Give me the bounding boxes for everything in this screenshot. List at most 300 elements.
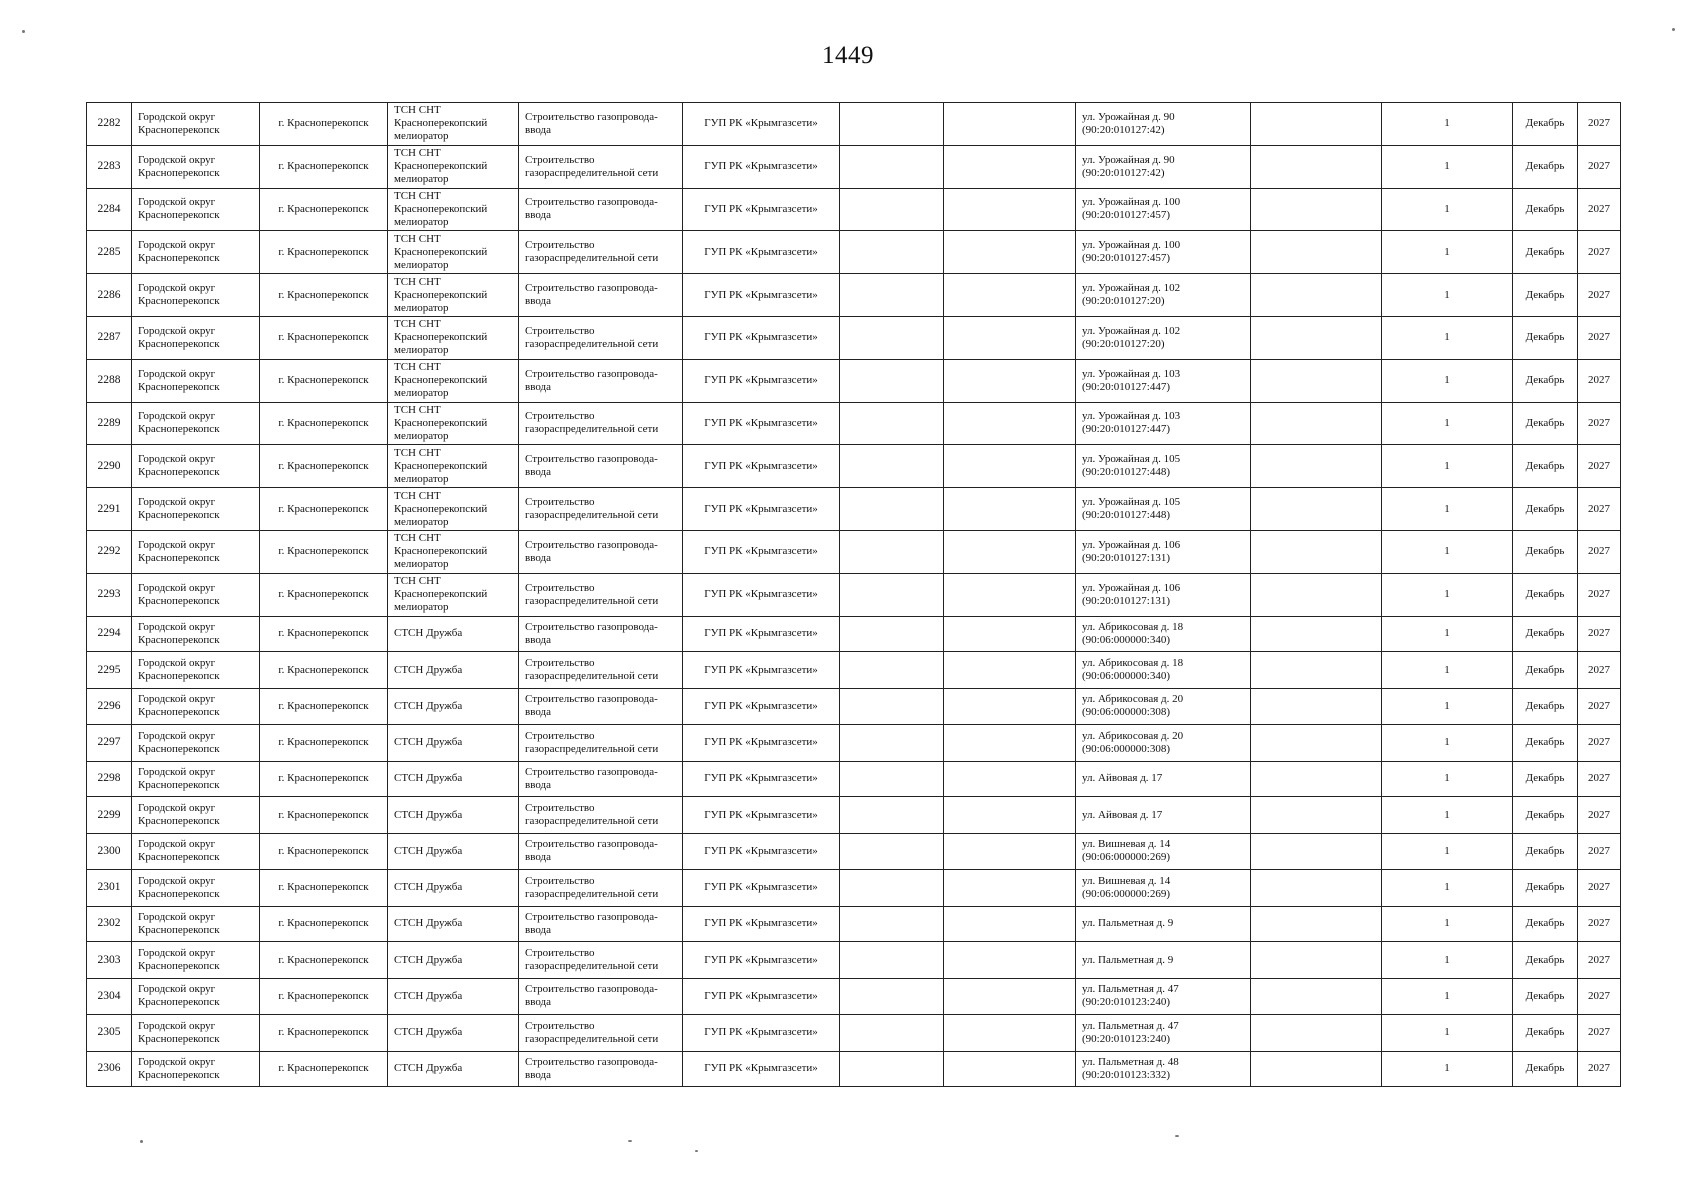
cell-empty xyxy=(944,761,1076,797)
cell-year: 2027 xyxy=(1578,231,1621,274)
cell-work-type: Строительство газораспределительной сети xyxy=(519,145,683,188)
cell-year: 2027 xyxy=(1578,488,1621,531)
cell-empty xyxy=(840,869,944,906)
table-row xyxy=(87,942,1621,979)
cell-executor: ГУП РК «Крымгазсети» xyxy=(683,103,840,146)
cell-empty xyxy=(1251,652,1382,689)
cell-empty xyxy=(840,402,944,445)
cell-executor: ГУП РК «Крымгазсети» xyxy=(683,652,840,689)
cell-empty xyxy=(840,797,944,834)
cell-empty xyxy=(840,689,944,725)
cell-row-number: 2285 xyxy=(87,231,132,274)
cell-okrug: Городской округ Красноперекопск xyxy=(132,724,260,761)
cell-quantity: 1 xyxy=(1382,616,1513,652)
page-number: 1449 xyxy=(822,42,874,69)
cell-address: ул. Урожайная д. 100 (90:20:010127:457) xyxy=(1076,188,1251,231)
cell-okrug: Городской округ Красноперекопск xyxy=(132,488,260,531)
cell-empty xyxy=(840,316,944,359)
cell-quantity: 1 xyxy=(1382,979,1513,1015)
cell-okrug: Городской округ Красноперекопск xyxy=(132,1014,260,1051)
cell-address: ул. Айвовая д. 17 xyxy=(1076,761,1251,797)
cell-month: Декабрь xyxy=(1513,145,1578,188)
cell-month: Декабрь xyxy=(1513,1014,1578,1051)
cell-month: Декабрь xyxy=(1513,530,1578,573)
cell-executor: ГУП РК «Крымгазсети» xyxy=(683,761,840,797)
cell-address: ул. Абрикосовая д. 18 (90:06:000000:340) xyxy=(1076,616,1251,652)
cell-row-number: 2306 xyxy=(87,1051,132,1087)
cell-okrug: Городской округ Красноперекопск xyxy=(132,616,260,652)
cell-empty xyxy=(840,274,944,317)
cell-empty xyxy=(944,445,1076,488)
scan-speck xyxy=(22,30,25,33)
cell-quantity: 1 xyxy=(1382,942,1513,979)
gasification-register-table xyxy=(86,102,1621,1087)
cell-month: Декабрь xyxy=(1513,103,1578,146)
cell-quantity: 1 xyxy=(1382,724,1513,761)
cell-quantity: 1 xyxy=(1382,188,1513,231)
cell-city: г. Красноперекопск xyxy=(260,761,388,797)
cell-empty xyxy=(1251,834,1382,870)
cell-month: Декабрь xyxy=(1513,188,1578,231)
cell-work-type: Строительство газораспределительной сети xyxy=(519,942,683,979)
cell-empty xyxy=(944,573,1076,616)
scan-speck xyxy=(1175,1135,1179,1137)
cell-row-number: 2296 xyxy=(87,689,132,725)
cell-empty xyxy=(840,942,944,979)
cell-row-number: 2301 xyxy=(87,869,132,906)
cell-empty xyxy=(840,906,944,942)
cell-empty xyxy=(1251,145,1382,188)
cell-year: 2027 xyxy=(1578,616,1621,652)
cell-empty xyxy=(944,652,1076,689)
cell-address: ул. Урожайная д. 90 (90:20:010127:42) xyxy=(1076,145,1251,188)
cell-city: г. Красноперекопск xyxy=(260,652,388,689)
cell-empty xyxy=(840,652,944,689)
cell-quantity: 1 xyxy=(1382,1014,1513,1051)
cell-subdivision: СТСН Дружба xyxy=(388,761,519,797)
cell-quantity: 1 xyxy=(1382,145,1513,188)
cell-empty xyxy=(840,616,944,652)
table-row xyxy=(87,188,1621,231)
register-body xyxy=(87,103,1621,1087)
table-row xyxy=(87,869,1621,906)
cell-city: г. Красноперекопск xyxy=(260,103,388,146)
cell-quantity: 1 xyxy=(1382,530,1513,573)
cell-year: 2027 xyxy=(1578,274,1621,317)
table-row xyxy=(87,402,1621,445)
cell-address: ул. Урожайная д. 106 (90:20:010127:131) xyxy=(1076,530,1251,573)
cell-subdivision: СТСН Дружба xyxy=(388,616,519,652)
cell-quantity: 1 xyxy=(1382,906,1513,942)
cell-work-type: Строительство газопровода-ввода xyxy=(519,616,683,652)
cell-subdivision: СТСН Дружба xyxy=(388,869,519,906)
cell-month: Декабрь xyxy=(1513,942,1578,979)
cell-year: 2027 xyxy=(1578,979,1621,1015)
cell-row-number: 2293 xyxy=(87,573,132,616)
cell-empty xyxy=(1251,1051,1382,1087)
cell-empty xyxy=(840,573,944,616)
cell-month: Декабрь xyxy=(1513,979,1578,1015)
cell-year: 2027 xyxy=(1578,445,1621,488)
cell-address: ул. Урожайная д. 105 (90:20:010127:448) xyxy=(1076,445,1251,488)
cell-empty xyxy=(840,1051,944,1087)
cell-address: ул. Абрикосовая д. 20 (90:06:000000:308) xyxy=(1076,724,1251,761)
scan-speck xyxy=(695,1150,698,1152)
cell-okrug: Городской округ Красноперекопск xyxy=(132,869,260,906)
cell-executor: ГУП РК «Крымгазсети» xyxy=(683,530,840,573)
cell-executor: ГУП РК «Крымгазсети» xyxy=(683,573,840,616)
cell-okrug: Городской округ Красноперекопск xyxy=(132,761,260,797)
cell-quantity: 1 xyxy=(1382,797,1513,834)
cell-empty xyxy=(1251,530,1382,573)
cell-row-number: 2304 xyxy=(87,979,132,1015)
scan-speck xyxy=(1672,28,1675,31)
table-row xyxy=(87,573,1621,616)
cell-empty xyxy=(944,724,1076,761)
cell-okrug: Городской округ Красноперекопск xyxy=(132,445,260,488)
cell-address: ул. Пальметная д. 47 (90:20:010123:240) xyxy=(1076,979,1251,1015)
cell-row-number: 2298 xyxy=(87,761,132,797)
cell-work-type: Строительство газораспределительной сети xyxy=(519,1014,683,1051)
cell-okrug: Городской округ Красноперекопск xyxy=(132,906,260,942)
cell-city: г. Красноперекопск xyxy=(260,1051,388,1087)
cell-empty xyxy=(1251,103,1382,146)
cell-row-number: 2284 xyxy=(87,188,132,231)
table-row xyxy=(87,906,1621,942)
cell-empty xyxy=(1251,689,1382,725)
cell-okrug: Городской округ Красноперекопск xyxy=(132,145,260,188)
cell-empty xyxy=(840,834,944,870)
cell-quantity: 1 xyxy=(1382,689,1513,725)
cell-empty xyxy=(840,761,944,797)
cell-year: 2027 xyxy=(1578,834,1621,870)
cell-month: Декабрь xyxy=(1513,834,1578,870)
cell-address: ул. Урожайная д. 106 (90:20:010127:131) xyxy=(1076,573,1251,616)
cell-empty xyxy=(1251,359,1382,402)
cell-row-number: 2300 xyxy=(87,834,132,870)
cell-subdivision: ТСН СНТ Красноперекопский мелиоратор xyxy=(388,359,519,402)
cell-empty xyxy=(1251,869,1382,906)
cell-empty xyxy=(1251,724,1382,761)
cell-city: г. Красноперекопск xyxy=(260,724,388,761)
table-row xyxy=(87,359,1621,402)
cell-empty xyxy=(840,231,944,274)
cell-work-type: Строительство газораспределительной сети xyxy=(519,724,683,761)
cell-quantity: 1 xyxy=(1382,573,1513,616)
cell-city: г. Красноперекопск xyxy=(260,530,388,573)
cell-empty xyxy=(1251,402,1382,445)
table-row xyxy=(87,834,1621,870)
cell-year: 2027 xyxy=(1578,689,1621,725)
cell-work-type: Строительство газораспределительной сети xyxy=(519,231,683,274)
cell-city: г. Красноперекопск xyxy=(260,488,388,531)
scan-speck xyxy=(140,1140,143,1143)
cell-subdivision: ТСН СНТ Красноперекопский мелиоратор xyxy=(388,573,519,616)
cell-executor: ГУП РК «Крымгазсети» xyxy=(683,689,840,725)
cell-city: г. Красноперекопск xyxy=(260,616,388,652)
table-row xyxy=(87,488,1621,531)
cell-empty xyxy=(840,359,944,402)
cell-year: 2027 xyxy=(1578,573,1621,616)
cell-empty xyxy=(944,488,1076,531)
table-row xyxy=(87,274,1621,317)
cell-row-number: 2294 xyxy=(87,616,132,652)
cell-year: 2027 xyxy=(1578,652,1621,689)
cell-work-type: Строительство газопровода-ввода xyxy=(519,445,683,488)
cell-city: г. Красноперекопск xyxy=(260,979,388,1015)
cell-empty xyxy=(840,188,944,231)
cell-work-type: Строительство газопровода-ввода xyxy=(519,103,683,146)
cell-city: г. Красноперекопск xyxy=(260,145,388,188)
cell-okrug: Городской округ Красноперекопск xyxy=(132,652,260,689)
cell-quantity: 1 xyxy=(1382,359,1513,402)
cell-executor: ГУП РК «Крымгазсети» xyxy=(683,445,840,488)
cell-month: Декабрь xyxy=(1513,689,1578,725)
cell-empty xyxy=(944,359,1076,402)
cell-empty xyxy=(944,231,1076,274)
cell-empty xyxy=(1251,488,1382,531)
cell-row-number: 2282 xyxy=(87,103,132,146)
cell-row-number: 2283 xyxy=(87,145,132,188)
cell-year: 2027 xyxy=(1578,869,1621,906)
table-row xyxy=(87,979,1621,1015)
cell-row-number: 2286 xyxy=(87,274,132,317)
cell-month: Декабрь xyxy=(1513,761,1578,797)
table-row xyxy=(87,445,1621,488)
cell-month: Декабрь xyxy=(1513,231,1578,274)
table-row xyxy=(87,1051,1621,1087)
cell-empty xyxy=(944,274,1076,317)
cell-work-type: Строительство газораспределительной сети xyxy=(519,652,683,689)
table-row xyxy=(87,616,1621,652)
cell-quantity: 1 xyxy=(1382,652,1513,689)
cell-year: 2027 xyxy=(1578,724,1621,761)
cell-empty xyxy=(944,530,1076,573)
cell-okrug: Городской округ Красноперекопск xyxy=(132,188,260,231)
cell-work-type: Строительство газопровода-ввода xyxy=(519,834,683,870)
cell-address: ул. Урожайная д. 103 (90:20:010127:447) xyxy=(1076,402,1251,445)
cell-year: 2027 xyxy=(1578,797,1621,834)
cell-executor: ГУП РК «Крымгазсети» xyxy=(683,942,840,979)
cell-year: 2027 xyxy=(1578,942,1621,979)
cell-row-number: 2295 xyxy=(87,652,132,689)
cell-subdivision: СТСН Дружба xyxy=(388,942,519,979)
cell-row-number: 2287 xyxy=(87,316,132,359)
cell-city: г. Красноперекопск xyxy=(260,188,388,231)
cell-subdivision: СТСН Дружба xyxy=(388,724,519,761)
cell-empty xyxy=(944,797,1076,834)
cell-empty xyxy=(944,906,1076,942)
scan-speck xyxy=(628,1140,632,1142)
cell-city: г. Красноперекопск xyxy=(260,834,388,870)
cell-work-type: Строительство газопровода-ввода xyxy=(519,689,683,725)
cell-city: г. Красноперекопск xyxy=(260,942,388,979)
cell-executor: ГУП РК «Крымгазсети» xyxy=(683,145,840,188)
cell-okrug: Городской округ Красноперекопск xyxy=(132,834,260,870)
cell-row-number: 2288 xyxy=(87,359,132,402)
cell-empty xyxy=(944,942,1076,979)
cell-empty xyxy=(1251,906,1382,942)
cell-city: г. Красноперекопск xyxy=(260,869,388,906)
cell-quantity: 1 xyxy=(1382,488,1513,531)
cell-address: ул. Абрикосовая д. 20 (90:06:000000:308) xyxy=(1076,689,1251,725)
cell-quantity: 1 xyxy=(1382,834,1513,870)
cell-empty xyxy=(1251,188,1382,231)
cell-executor: ГУП РК «Крымгазсети» xyxy=(683,359,840,402)
cell-empty xyxy=(944,145,1076,188)
cell-empty xyxy=(944,689,1076,725)
cell-subdivision: ТСН СНТ Красноперекопский мелиоратор xyxy=(388,145,519,188)
cell-executor: ГУП РК «Крымгазсети» xyxy=(683,906,840,942)
cell-empty xyxy=(840,1014,944,1051)
cell-quantity: 1 xyxy=(1382,274,1513,317)
cell-executor: ГУП РК «Крымгазсети» xyxy=(683,402,840,445)
cell-okrug: Городской округ Красноперекопск xyxy=(132,689,260,725)
cell-address: ул. Урожайная д. 105 (90:20:010127:448) xyxy=(1076,488,1251,531)
cell-month: Декабрь xyxy=(1513,1051,1578,1087)
cell-work-type: Строительство газопровода-ввода xyxy=(519,1051,683,1087)
cell-work-type: Строительство газораспределительной сети xyxy=(519,797,683,834)
cell-okrug: Городской округ Красноперекопск xyxy=(132,103,260,146)
cell-month: Декабрь xyxy=(1513,797,1578,834)
cell-empty xyxy=(944,402,1076,445)
cell-work-type: Строительство газопровода-ввода xyxy=(519,359,683,402)
cell-empty xyxy=(1251,797,1382,834)
cell-month: Декабрь xyxy=(1513,274,1578,317)
cell-empty xyxy=(1251,316,1382,359)
cell-subdivision: ТСН СНТ Красноперекопский мелиоратор xyxy=(388,231,519,274)
cell-work-type: Строительство газораспределительной сети xyxy=(519,869,683,906)
cell-quantity: 1 xyxy=(1382,231,1513,274)
cell-address: ул. Урожайная д. 90 (90:20:010127:42) xyxy=(1076,103,1251,146)
table-row xyxy=(87,761,1621,797)
cell-work-type: Строительство газораспределительной сети xyxy=(519,488,683,531)
cell-empty xyxy=(1251,979,1382,1015)
cell-address: ул. Айвовая д. 17 xyxy=(1076,797,1251,834)
cell-executor: ГУП РК «Крымгазсети» xyxy=(683,869,840,906)
cell-month: Декабрь xyxy=(1513,402,1578,445)
cell-okrug: Городской округ Красноперекопск xyxy=(132,359,260,402)
cell-okrug: Городской округ Красноперекопск xyxy=(132,573,260,616)
cell-row-number: 2292 xyxy=(87,530,132,573)
cell-address: ул. Пальметная д. 48 (90:20:010123:332) xyxy=(1076,1051,1251,1087)
cell-month: Декабрь xyxy=(1513,573,1578,616)
cell-executor: ГУП РК «Крымгазсети» xyxy=(683,724,840,761)
cell-quantity: 1 xyxy=(1382,445,1513,488)
cell-okrug: Городской округ Красноперекопск xyxy=(132,797,260,834)
cell-row-number: 2305 xyxy=(87,1014,132,1051)
cell-work-type: Строительство газопровода-ввода xyxy=(519,530,683,573)
table-row xyxy=(87,1014,1621,1051)
cell-empty xyxy=(944,1014,1076,1051)
cell-city: г. Красноперекопск xyxy=(260,1014,388,1051)
cell-year: 2027 xyxy=(1578,1051,1621,1087)
cell-year: 2027 xyxy=(1578,402,1621,445)
cell-empty xyxy=(944,316,1076,359)
cell-work-type: Строительство газораспределительной сети xyxy=(519,402,683,445)
cell-executor: ГУП РК «Крымгазсети» xyxy=(683,1014,840,1051)
cell-city: г. Красноперекопск xyxy=(260,359,388,402)
cell-empty xyxy=(1251,231,1382,274)
cell-month: Декабрь xyxy=(1513,359,1578,402)
cell-subdivision: СТСН Дружба xyxy=(388,979,519,1015)
cell-executor: ГУП РК «Крымгазсети» xyxy=(683,188,840,231)
cell-empty xyxy=(1251,1014,1382,1051)
cell-subdivision: ТСН СНТ Красноперекопский мелиоратор xyxy=(388,103,519,146)
cell-quantity: 1 xyxy=(1382,103,1513,146)
cell-subdivision: ТСН СНТ Красноперекопский мелиоратор xyxy=(388,402,519,445)
cell-subdivision: ТСН СНТ Красноперекопский мелиоратор xyxy=(388,316,519,359)
cell-empty xyxy=(840,445,944,488)
cell-okrug: Городской округ Красноперекопск xyxy=(132,316,260,359)
cell-subdivision: СТСН Дружба xyxy=(388,689,519,725)
cell-work-type: Строительство газораспределительной сети xyxy=(519,573,683,616)
cell-year: 2027 xyxy=(1578,145,1621,188)
cell-row-number: 2302 xyxy=(87,906,132,942)
cell-subdivision: СТСН Дружба xyxy=(388,1051,519,1087)
cell-row-number: 2297 xyxy=(87,724,132,761)
cell-subdivision: ТСН СНТ Красноперекопский мелиоратор xyxy=(388,445,519,488)
table-row xyxy=(87,652,1621,689)
cell-row-number: 2299 xyxy=(87,797,132,834)
cell-subdivision: ТСН СНТ Красноперекопский мелиоратор xyxy=(388,188,519,231)
cell-empty xyxy=(840,724,944,761)
cell-quantity: 1 xyxy=(1382,869,1513,906)
cell-year: 2027 xyxy=(1578,103,1621,146)
cell-okrug: Городской округ Красноперекопск xyxy=(132,274,260,317)
cell-month: Декабрь xyxy=(1513,488,1578,531)
cell-month: Декабрь xyxy=(1513,906,1578,942)
cell-month: Декабрь xyxy=(1513,616,1578,652)
cell-subdivision: СТСН Дружба xyxy=(388,1014,519,1051)
cell-subdivision: СТСН Дружба xyxy=(388,652,519,689)
cell-month: Декабрь xyxy=(1513,316,1578,359)
table-row xyxy=(87,797,1621,834)
cell-address: ул. Пальметная д. 9 xyxy=(1076,942,1251,979)
cell-executor: ГУП РК «Крымгазсети» xyxy=(683,797,840,834)
table-row xyxy=(87,316,1621,359)
cell-subdivision: СТСН Дружба xyxy=(388,906,519,942)
cell-empty xyxy=(944,834,1076,870)
table-row xyxy=(87,724,1621,761)
cell-empty xyxy=(944,188,1076,231)
cell-year: 2027 xyxy=(1578,1014,1621,1051)
cell-empty xyxy=(1251,573,1382,616)
table-row xyxy=(87,145,1621,188)
cell-work-type: Строительство газопровода-ввода xyxy=(519,906,683,942)
cell-subdivision: СТСН Дружба xyxy=(388,797,519,834)
cell-city: г. Красноперекопск xyxy=(260,274,388,317)
cell-address: ул. Пальметная д. 9 xyxy=(1076,906,1251,942)
cell-executor: ГУП РК «Крымгазсети» xyxy=(683,488,840,531)
cell-address: ул. Пальметная д. 47 (90:20:010123:240) xyxy=(1076,1014,1251,1051)
cell-month: Декабрь xyxy=(1513,724,1578,761)
cell-executor: ГУП РК «Крымгазсети» xyxy=(683,1051,840,1087)
cell-empty xyxy=(944,869,1076,906)
cell-empty xyxy=(1251,445,1382,488)
cell-executor: ГУП РК «Крымгазсети» xyxy=(683,979,840,1015)
cell-executor: ГУП РК «Крымгазсети» xyxy=(683,316,840,359)
cell-city: г. Красноперекопск xyxy=(260,231,388,274)
cell-year: 2027 xyxy=(1578,188,1621,231)
cell-empty xyxy=(944,103,1076,146)
cell-empty xyxy=(840,530,944,573)
table-row xyxy=(87,689,1621,725)
cell-quantity: 1 xyxy=(1382,316,1513,359)
cell-empty xyxy=(1251,761,1382,797)
cell-quantity: 1 xyxy=(1382,402,1513,445)
cell-city: г. Красноперекопск xyxy=(260,445,388,488)
